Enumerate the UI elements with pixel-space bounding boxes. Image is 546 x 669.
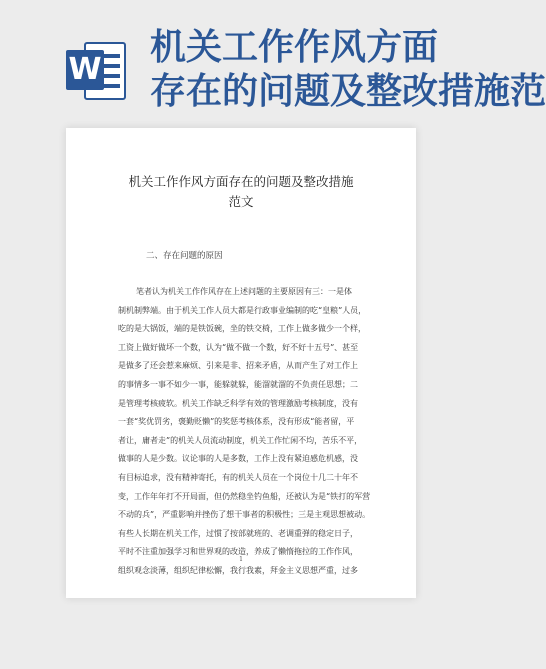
banner-title-line-1: 机关工作作风方面 [150, 27, 439, 68]
body-line: 不动的兵”，严重影响并挫伤了想干事者的积极性；三是主观思想被动。 [118, 510, 371, 520]
banner-title-line-2: 存在的问题及整改措施范 [150, 71, 546, 112]
body-line: 工资上做好做坏一个数，认为“做不做一个数，好不好十五号”、甚至 [118, 342, 359, 352]
body-text [118, 283, 371, 581]
section-heading: 二、存在问题的原因 [146, 251, 223, 261]
body-line: 笔者认为机关工作作风存在上述问题的主要原因有三：一是体 [136, 287, 352, 296]
body-line: 变，工作年年打不开局面，但仍然稳坐钓鱼船，还被认为是“铁打的军营 [118, 491, 371, 501]
document-title [96, 172, 386, 212]
body-line: 有些人长期在机关工作，过惯了按部就班的、老调重弹的稳定日子， [118, 528, 358, 538]
banner-title [150, 26, 546, 114]
banner [0, 0, 546, 130]
body-line: 做事的人是少数。议论事的人是多数，工作上没有紧迫感危机感，没 [118, 454, 358, 464]
document-title-line-2: 范文 [228, 194, 254, 209]
body-line: 有目标追求，没有精神寄托，有的机关人员在一个岗位十几二十年不 [118, 472, 358, 482]
document-title-line-1: 机关工作作风方面存在的问题及整改措施 [128, 174, 354, 189]
body-line: 吃的是大锅饭，端的是铁饭碗，坐的铁交椅，工作上做多做少一个样， [118, 324, 366, 334]
word-letter-badge: W [66, 50, 104, 90]
body-line: 是做多了还会惹来麻烦、引来是非、招来矛盾，从而产生了对工作上 [118, 361, 358, 371]
document-page [66, 128, 416, 598]
body-line: 平时不注重加强学习和世界观的改造，养成了懒惰拖拉的工作作风， [118, 547, 358, 557]
word-document-icon [66, 38, 128, 104]
body-line: 的事情多一事不如少一事，能躲就躲，能溜就溜的不负责任思想；二 [118, 379, 358, 389]
body-line: 组织观念淡薄，组织纪律松懈，我行我素，拜金主义思想严重，过多 [118, 565, 358, 575]
body-line: 是管理考核疲软。机关工作缺乏科学有效的管理激励考核制度，没有 [118, 398, 358, 408]
body-line: 一套“奖优罚劣，褒勤贬懒”的奖惩考核体系，没有形成“能者留，平 [118, 417, 355, 427]
body-line: 制机制弊端。由于机关工作人员大都是行政事业编制的吃“皇粮”人员， [118, 305, 367, 315]
body-line: 者让，庸者走”的机关人员流动制度，机关工作忙闲不均，苦乐不平， [118, 435, 363, 445]
page-number: 1 [239, 556, 243, 563]
